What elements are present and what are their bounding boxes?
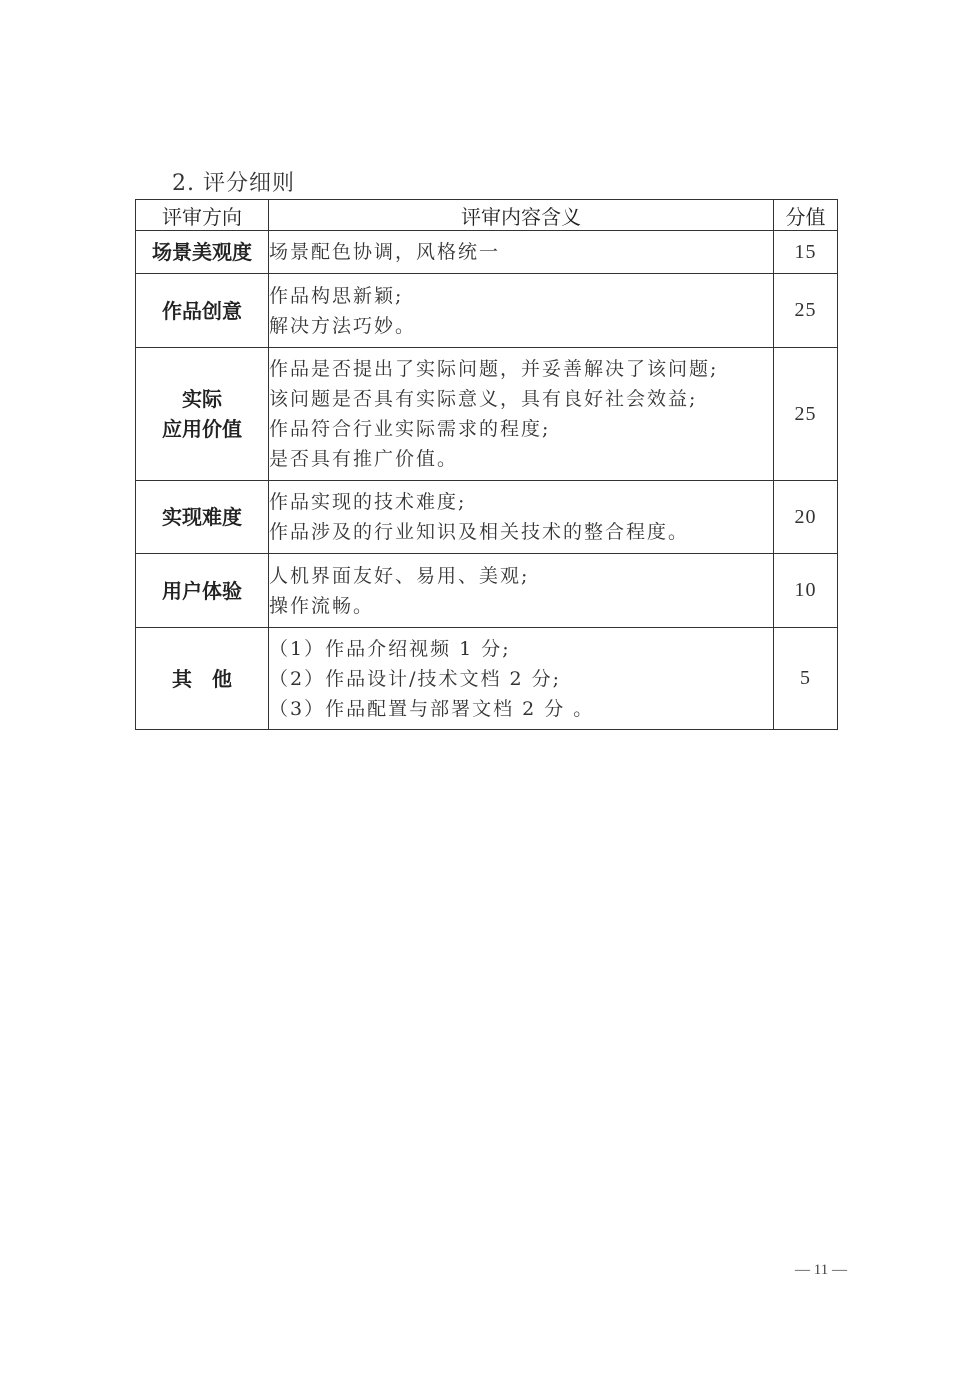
table-row [136,348,838,481]
direction-line: 场景美观度 [152,240,252,264]
cell-score: 25 [774,348,838,481]
table-row [136,554,838,628]
content-line: 作品构思新颖; [269,284,404,307]
cell-direction [136,348,269,481]
table-row [136,628,838,730]
content-line: 作品涉及的行业知识及相关技术的整合程度。 [269,521,690,543]
scoring-table [135,199,838,730]
cell-direction [136,274,269,348]
direction-line: 实现难度 [162,505,242,529]
table-row [136,481,838,554]
content-line: 该问题是否具有实际意义，具有良好社会效益; [269,388,698,410]
content-line: 作品符合行业实际需求的程度; [269,418,551,440]
header-score: 分值 [774,200,838,231]
content-line: 解决方法巧妙。 [269,314,417,337]
content-line: （2）作品设计/技术文档 2 分; [269,667,562,690]
table-header-row [136,200,838,231]
section-heading: 2. 评分细则 [172,171,295,196]
cell-content [269,231,774,274]
content-line: 作品是否提出了实际问题，并妥善解决了该问题; [269,358,719,380]
cell-direction [136,231,269,274]
content-line: 是否具有推广价值。 [269,448,459,470]
cell-score: 20 [774,481,838,554]
cell-direction [136,554,269,628]
direction-line: 用户体验 [162,578,242,603]
direction-line: 应用价值 [162,417,242,441]
header-direction: 评审方向 [136,200,269,231]
direction-line: 其 他 [172,666,232,691]
content-line: 人机界面友好、易用、美观; [269,564,530,587]
cell-score: 25 [774,274,838,348]
direction-line: 实际 [182,387,222,411]
page-number: — 11 — [795,1262,847,1278]
cell-score: 15 [774,231,838,274]
table-row [136,231,838,274]
cell-content [269,481,774,554]
table-row [136,274,838,348]
cell-content [269,348,774,481]
cell-content [269,274,774,348]
cell-direction [136,628,269,730]
cell-content [269,628,774,730]
cell-direction [136,481,269,554]
content-line: （3）作品配置与部署文档 2 分 。 [269,697,595,720]
content-line: （1）作品介绍视频 1 分; [269,637,511,660]
cell-score: 5 [774,628,838,730]
cell-score: 10 [774,554,838,628]
cell-content [269,554,774,628]
direction-line: 作品创意 [162,298,242,323]
header-content: 评审内容含义 [269,200,774,231]
content-line: 操作流畅。 [269,594,375,617]
content-line: 作品实现的技术难度; [269,491,467,513]
content-line: 场景配色协调，风格统一 [269,241,501,263]
